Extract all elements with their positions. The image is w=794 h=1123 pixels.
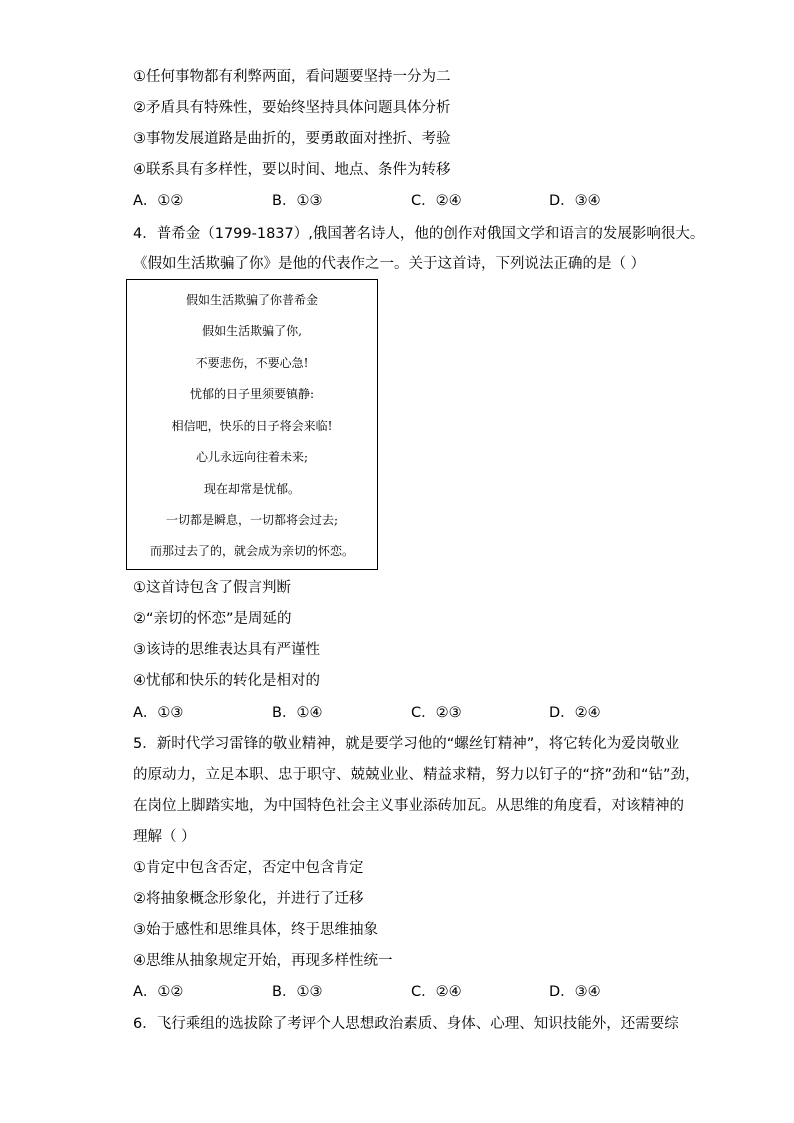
q3-statement-4: ④联系具有多样性，要以时间、地点、条件为转移 <box>133 162 451 178</box>
q6-stem-line-1: 6．飞行乘组的选拔除了考评个人思想政治素质、身体、心理、知识技能外，还需要综 <box>133 1016 679 1032</box>
q5-option-c: C．②④ <box>411 984 462 1000</box>
q5-statement-1: ①肯定中包含否定，否定中包含肯定 <box>133 860 364 876</box>
q4-statement-4: ④忧郁和快乐的转化是相对的 <box>133 673 320 689</box>
q4-statement-1: ①这首诗包含了假言判断 <box>133 580 291 596</box>
q5-statement-4: ④思维从抽象规定开始，再现多样性统一 <box>133 953 393 969</box>
q3-option-d: D．③④ <box>549 193 601 209</box>
q5-stem-line-1: 5．新时代学习雷锋的敬业精神，就是要学习他的“螺丝钉精神”，将它转化为爱岗敬业 <box>133 736 680 752</box>
q4-option-c: C．②③ <box>411 705 462 721</box>
q3-option-c: C．②④ <box>411 193 462 209</box>
q5-stem-line-3: 在岗位上脚踏实地，为中国特色社会主义事业添砖加瓦。从思维的角度看，对该精神的 <box>133 798 684 814</box>
q3-statement-2: ②矛盾具有特殊性，要始终坚持具体问题具体分析 <box>133 100 451 116</box>
poem-line: 假如生活欺骗了你, <box>202 324 302 338</box>
poem-line: 现在却常是忧郁。 <box>203 482 300 496</box>
q4-option-d: D．②④ <box>549 705 601 721</box>
q5-statement-3: ③始于感性和思维具体，终于思维抽象 <box>133 922 378 938</box>
poem-line: 而那过去了的，就会成为亲切的怀恋。 <box>149 544 354 558</box>
q5-option-b: B．①③ <box>272 984 323 1000</box>
q4-option-a: A．①③ <box>133 705 184 721</box>
q5-option-a: A．①② <box>133 984 184 1000</box>
poem-line: 相信吧，快乐的日子将会来临! <box>171 419 333 433</box>
q3-statement-3: ③事物发展道路是曲折的，要勇敢面对挫折、考验 <box>133 131 451 147</box>
q4-option-b: B．①④ <box>272 705 323 721</box>
q3-statement-1: ①任何事物都有利弊两面，看问题要坚持一分为二 <box>133 69 451 85</box>
q4-statement-2: ②“亲切的怀恋”是周延的 <box>133 611 292 627</box>
poem-box <box>126 279 378 570</box>
q5-stem-line-2: 的原动力，立足本职、忠于职守、兢兢业业、精益求精，努力以钉子的“挤”劲和“钻”劲， <box>133 767 700 783</box>
poem-line: 一切都是瞬息，一切都将会过去; <box>165 513 339 527</box>
q5-option-d: D．③④ <box>549 984 601 1000</box>
poem-title: 假如生活欺骗了你普希金 <box>185 293 318 307</box>
q4-statement-3: ③该诗的思维表达具有严谨性 <box>133 642 320 658</box>
q5-stem-line-4: 理解（ ） <box>133 829 196 845</box>
q4-stem-line-2: 《假如生活欺骗了你》是他的代表作之一。关于这首诗，下列说法正确的是（ ） <box>133 256 646 272</box>
q5-statement-2: ②将抽象概念形象化，并进行了迁移 <box>133 891 364 907</box>
q3-option-b: B．①③ <box>272 193 323 209</box>
q3-option-a: A．①② <box>133 193 184 209</box>
q4-stem-line-1: 4．普希金（1799-1837）,俄国著名诗人，他的创作对俄国文学和语言的发展影响很大。 <box>133 226 705 242</box>
poem-line: 不要悲伤，不要心急! <box>195 356 309 370</box>
poem-line: 心儿永远向往着未来; <box>195 450 309 464</box>
poem-line: 忧郁的日子里须要镇静: <box>189 387 315 401</box>
